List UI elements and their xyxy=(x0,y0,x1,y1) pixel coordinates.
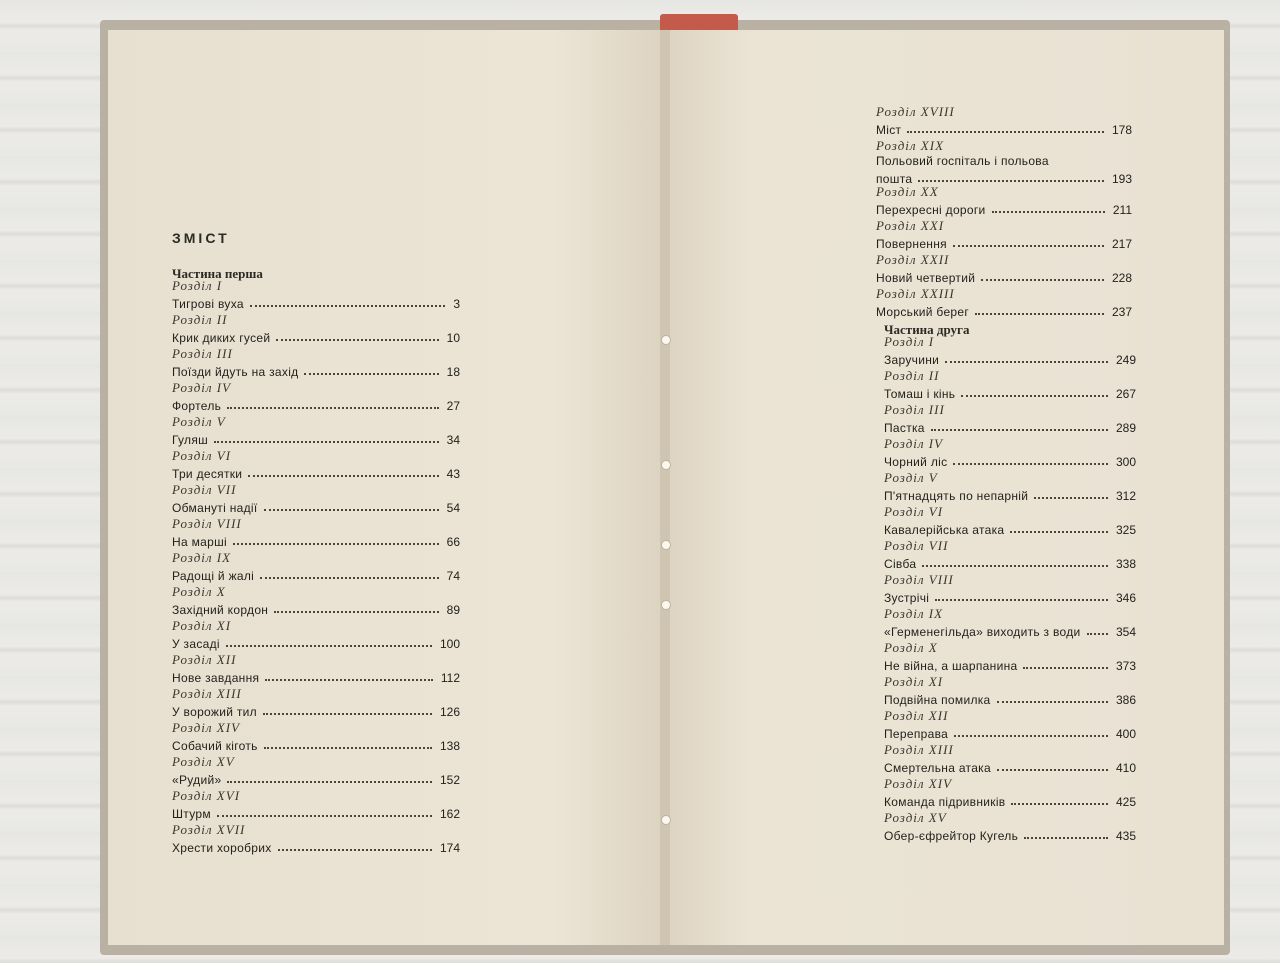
chapter-number: Розділ X xyxy=(172,584,226,599)
binding-stitch xyxy=(661,815,671,825)
page-number: 18 xyxy=(446,365,460,379)
chapter-number: Розділ XIII xyxy=(172,686,242,701)
chapter-number: Розділ XII xyxy=(884,708,949,723)
dot-leader xyxy=(931,429,1108,431)
dot-leader xyxy=(227,407,438,409)
dot-leader xyxy=(265,679,433,681)
page-number: 126 xyxy=(439,705,460,719)
chapter-number: Розділ VIII xyxy=(172,516,242,531)
page-number: 112 xyxy=(440,671,460,685)
toc-entry xyxy=(172,448,460,482)
page-number: 54 xyxy=(446,501,460,515)
page-number: 289 xyxy=(1115,421,1136,435)
page-number: 193 xyxy=(1111,172,1132,186)
part-two-title: Частина друга xyxy=(884,322,970,337)
chapter-title: «Герменегільда» виходить з води xyxy=(884,625,1081,639)
chapter-number: Розділ VI xyxy=(172,448,232,463)
chapter-number: Розділ I xyxy=(884,334,935,349)
chapter-number: Розділ XXI xyxy=(876,218,945,233)
chapter-number: Розділ XXIII xyxy=(876,286,955,301)
toc-entry xyxy=(884,402,1136,436)
toc-entry xyxy=(172,584,460,618)
chapter-title: Заручини xyxy=(884,353,940,367)
chapter-title: Штурм xyxy=(172,807,211,821)
page-number: 162 xyxy=(439,807,460,821)
chapter-title: Три десятки xyxy=(172,467,243,481)
chapter-number: Розділ VII xyxy=(884,538,949,553)
chapter-title: Смертельна атака xyxy=(884,761,991,775)
chapter-title: Пастка xyxy=(884,421,925,435)
page-number: 312 xyxy=(1115,489,1136,503)
chapter-number: Розділ IV xyxy=(884,436,944,451)
toc-entry xyxy=(172,652,460,686)
chapter-title: Тигрові вуха xyxy=(172,297,244,311)
dot-leader xyxy=(1024,837,1108,839)
chapter-number: Розділ X xyxy=(884,640,938,655)
chapter-number: Розділ XVI xyxy=(172,788,241,803)
chapter-number: Розділ XXII xyxy=(876,252,950,267)
chapter-title: У ворожий тил xyxy=(172,705,257,719)
chapter-number: Розділ VIII xyxy=(884,572,954,587)
dot-leader xyxy=(276,339,438,341)
toc-entry xyxy=(884,674,1136,708)
chapter-number: Розділ V xyxy=(172,414,226,429)
part-one-title: Частина перша xyxy=(172,266,263,281)
toc-entry xyxy=(172,414,460,448)
toc-entry xyxy=(172,482,460,516)
toc-entry xyxy=(172,822,460,856)
toc-entry xyxy=(884,368,1136,402)
toc-entry xyxy=(876,252,1132,286)
toc-entry xyxy=(172,516,460,550)
chapter-title: Чорний ліс xyxy=(884,455,948,469)
dot-leader xyxy=(953,463,1108,465)
page-number: 300 xyxy=(1115,455,1136,469)
page-number: 338 xyxy=(1115,557,1136,571)
chapter-title: Крик диких гусей xyxy=(172,331,271,345)
toc-entry xyxy=(172,550,460,584)
dot-leader xyxy=(997,701,1108,703)
toc-entry xyxy=(172,618,460,652)
toc-entry xyxy=(884,810,1136,844)
chapter-number: Розділ IX xyxy=(172,550,232,565)
chapter-number: Розділ XX xyxy=(876,184,939,199)
chapter-number: Розділ IX xyxy=(884,606,944,621)
page-number: 89 xyxy=(446,603,460,617)
dot-leader xyxy=(274,611,438,613)
page-number: 228 xyxy=(1111,271,1132,285)
page-number: 174 xyxy=(439,841,460,855)
page-number: 178 xyxy=(1111,123,1132,137)
chapter-number: Розділ XIV xyxy=(172,720,241,735)
chapter-number: Розділ XIX xyxy=(876,138,945,153)
page-number: 267 xyxy=(1115,387,1136,401)
chapter-number: Розділ III xyxy=(172,346,233,361)
dot-leader xyxy=(945,361,1108,363)
page-number: 237 xyxy=(1111,305,1132,319)
dot-leader xyxy=(304,373,438,375)
chapter-number: Розділ XVIII xyxy=(876,104,955,119)
toc-entry xyxy=(876,104,1132,138)
chapter-title: Повернення xyxy=(876,237,947,251)
chapter-title: Нове завдання xyxy=(172,671,260,685)
toc-entry xyxy=(884,776,1136,810)
toc-entry xyxy=(172,720,460,754)
chapter-title: Гуляш xyxy=(172,433,209,447)
dot-leader xyxy=(250,305,445,307)
page-number: 138 xyxy=(439,739,460,753)
chapter-number: Розділ XI xyxy=(172,618,232,633)
dot-leader xyxy=(1010,531,1108,533)
dot-leader xyxy=(233,543,439,545)
toc-entry xyxy=(876,218,1132,252)
chapter-title: Зустрічі xyxy=(884,591,930,605)
page-number: 435 xyxy=(1115,829,1136,843)
chapter-title: «Рудий» xyxy=(172,773,222,787)
chapter-number: Розділ XVII xyxy=(172,822,246,837)
chapter-number: Розділ XIII xyxy=(884,742,954,757)
chapter-title: Поїзди йдуть на захід xyxy=(172,365,299,379)
dot-leader xyxy=(264,747,432,749)
page-number: 211 xyxy=(1112,203,1132,217)
toc-entry xyxy=(172,278,460,312)
toc-entry xyxy=(884,708,1136,742)
toc-entry xyxy=(884,470,1136,504)
chapter-title: Хрести хоробрих xyxy=(172,841,272,855)
chapter-title: Морський берег xyxy=(876,305,970,319)
toc-entry xyxy=(876,138,1132,186)
dot-leader xyxy=(907,131,1104,133)
chapter-number: Розділ VI xyxy=(884,504,944,519)
dot-leader xyxy=(954,735,1108,737)
page-number: 386 xyxy=(1115,693,1136,707)
page-number: 346 xyxy=(1115,591,1136,605)
page-number: 354 xyxy=(1115,625,1136,639)
toc-entry xyxy=(172,346,460,380)
dot-leader xyxy=(264,509,439,511)
page-number: 410 xyxy=(1115,761,1136,775)
binding-stitch xyxy=(661,460,671,470)
chapter-title: П'ятнадцять по непарній xyxy=(884,489,1029,503)
chapter-title: Новий четвертий xyxy=(876,271,976,285)
toc-entry xyxy=(884,334,1136,368)
chapter-title: Обмануті надії xyxy=(172,501,258,515)
page-number: 3 xyxy=(453,297,460,311)
chapter-number: Розділ XIV xyxy=(884,776,953,791)
chapter-title: Міст xyxy=(876,123,902,137)
page-number: 325 xyxy=(1115,523,1136,537)
dot-leader xyxy=(1087,633,1108,635)
chapter-title: Команда підривників xyxy=(884,795,1006,809)
toc-entry xyxy=(884,504,1136,538)
toc-entry xyxy=(172,312,460,346)
chapter-title: Подвійна помилка xyxy=(884,693,991,707)
toc-entry xyxy=(172,754,460,788)
dot-leader xyxy=(1023,667,1107,669)
toc-entry xyxy=(884,742,1136,776)
chapter-title: На марші xyxy=(172,535,227,549)
chapter-number: Розділ XI xyxy=(884,674,944,689)
dot-leader xyxy=(217,815,432,817)
toc-entry xyxy=(884,538,1136,572)
dot-leader xyxy=(227,781,432,783)
page-number: 249 xyxy=(1115,353,1136,367)
dot-leader xyxy=(975,313,1104,315)
chapter-number: Розділ III xyxy=(884,402,945,417)
chapter-number: Розділ V xyxy=(884,470,938,485)
page-number: 74 xyxy=(446,569,460,583)
chapter-title: Собачий кіготь xyxy=(172,739,258,753)
dot-leader xyxy=(260,577,439,579)
toc-entry xyxy=(172,788,460,822)
binding-stitch xyxy=(661,540,671,550)
dot-leader xyxy=(953,245,1104,247)
chapter-title: Обер-єфрейтор Кугель xyxy=(884,829,1019,843)
page-number: 10 xyxy=(446,331,460,345)
toc-entry xyxy=(884,606,1136,640)
chapter-number: Розділ XV xyxy=(884,810,947,825)
toc-entry xyxy=(876,184,1132,218)
chapter-title: Фортель xyxy=(172,399,222,413)
chapter-title: Переправа xyxy=(884,727,949,741)
chapter-number: Розділ II xyxy=(884,368,940,383)
chapter-title: У засаді xyxy=(172,637,220,651)
chapter-title: Західний кордон xyxy=(172,603,269,617)
chapter-number: Розділ I xyxy=(172,278,223,293)
dot-leader xyxy=(981,279,1104,281)
dot-leader xyxy=(997,769,1108,771)
chapter-number: Розділ II xyxy=(172,312,228,327)
chapter-title: Перехресні дороги xyxy=(876,203,986,217)
chapter-number: Розділ IV xyxy=(172,380,232,395)
toc-title: ЗМІСТ xyxy=(172,230,230,246)
toc-entry xyxy=(884,640,1136,674)
dot-leader xyxy=(992,211,1105,213)
chapter-number: Розділ XII xyxy=(172,652,237,667)
dot-leader xyxy=(935,599,1108,601)
binding-stitch xyxy=(661,335,671,345)
chapter-title: Не війна, а шарпанина xyxy=(884,659,1018,673)
page-number: 152 xyxy=(439,773,460,787)
binding-stitch xyxy=(661,600,671,610)
page-number: 27 xyxy=(446,399,460,413)
page-number: 100 xyxy=(439,637,460,651)
toc-entry xyxy=(884,436,1136,470)
dot-leader xyxy=(248,475,438,477)
dot-leader xyxy=(226,645,432,647)
dot-leader xyxy=(1034,497,1108,499)
chapter-title-continued: пошта xyxy=(876,172,913,186)
dot-leader xyxy=(214,441,439,443)
page-number: 66 xyxy=(446,535,460,549)
chapter-number: Розділ VII xyxy=(172,482,237,497)
chapter-title: Польовий госпіталь і польова xyxy=(876,154,1049,168)
dot-leader xyxy=(278,849,432,851)
chapter-title: Радощі й жалі xyxy=(172,569,255,583)
toc-entry xyxy=(172,686,460,720)
book-gutter xyxy=(660,30,670,945)
dot-leader xyxy=(1011,803,1108,805)
page-number: 34 xyxy=(446,433,460,447)
toc-entry xyxy=(884,572,1136,606)
dot-leader xyxy=(918,180,1104,182)
chapter-number: Розділ XV xyxy=(172,754,235,769)
chapter-title: Томаш і кінь xyxy=(884,387,956,401)
page-number: 217 xyxy=(1111,237,1132,251)
page-number: 373 xyxy=(1115,659,1136,673)
page-number: 43 xyxy=(446,467,460,481)
toc-entry xyxy=(876,286,1132,320)
page-number: 425 xyxy=(1115,795,1136,809)
dot-leader xyxy=(263,713,432,715)
dot-leader xyxy=(961,395,1108,397)
chapter-title: Сівба xyxy=(884,557,917,571)
page-number: 400 xyxy=(1115,727,1136,741)
dot-leader xyxy=(922,565,1108,567)
chapter-title: Кавалерійська атака xyxy=(884,523,1005,537)
toc-entry xyxy=(172,380,460,414)
